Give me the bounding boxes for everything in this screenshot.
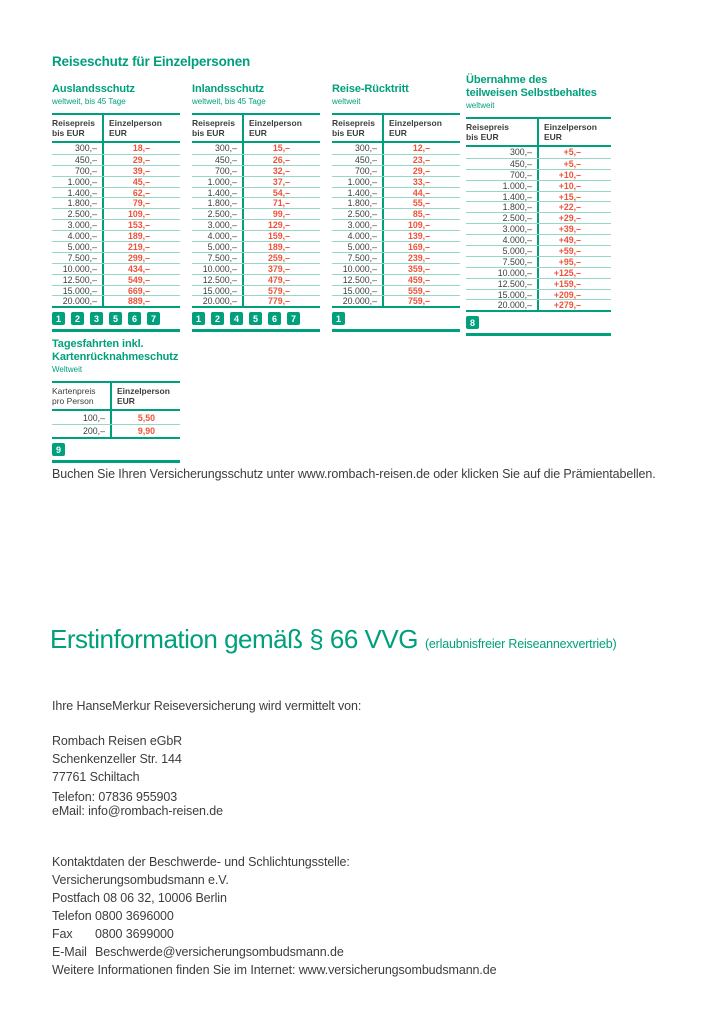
table-row xyxy=(466,223,611,234)
price-limit-cell: 1.000,– xyxy=(67,176,97,187)
table-row xyxy=(52,176,180,187)
ombudsman-email-line xyxy=(52,943,496,961)
table-row xyxy=(332,165,460,176)
premium-cell: 29,– xyxy=(102,155,180,165)
table-row xyxy=(192,154,320,165)
premium-cell: 159,– xyxy=(242,231,320,241)
price-limit-cell: 5.000,– xyxy=(207,241,237,252)
table-row xyxy=(332,285,460,296)
table-subtitle: weltweit xyxy=(332,97,361,106)
price-limit-cell: 700,– xyxy=(214,165,237,176)
price-table-auslandsschutz xyxy=(52,83,180,332)
premium-cell: 109,– xyxy=(382,220,460,230)
premium-cell: 889,– xyxy=(102,296,180,306)
col-header-line: Reisepreis xyxy=(332,118,375,128)
table-header-row xyxy=(52,383,180,411)
table-row xyxy=(192,165,320,176)
price-limit-cell: 450,– xyxy=(509,158,532,169)
premium-cell: 15,– xyxy=(242,143,320,154)
premium-cell: 23,– xyxy=(382,155,460,165)
premium-cell: +10,– xyxy=(537,181,611,191)
col-header-line: Einzelperson xyxy=(117,386,170,396)
table-title-line: Auslandsschutz xyxy=(52,83,135,95)
table-row xyxy=(192,197,320,208)
premium-cell: +5,– xyxy=(537,147,611,158)
footnote-badge: 7 xyxy=(287,312,300,325)
table-row xyxy=(192,176,320,187)
premium-cell: 189,– xyxy=(102,231,180,241)
premium-cell: 239,– xyxy=(382,253,460,263)
table-row xyxy=(466,212,611,223)
table-row xyxy=(192,187,320,198)
table-row xyxy=(332,208,460,219)
footnote-badges xyxy=(332,308,460,332)
table-row xyxy=(466,191,611,202)
footnote-badges xyxy=(52,308,180,332)
footnote-badge: 5 xyxy=(249,312,262,325)
premium-cell: 379,– xyxy=(242,264,320,274)
table-row xyxy=(52,252,180,263)
premium-cell: 109,– xyxy=(102,209,180,219)
premium-cell: 669,– xyxy=(102,286,180,296)
price-limit-cell: 10.000,– xyxy=(202,263,237,274)
table-title-line: Kartenrücknahmeschutz xyxy=(52,351,179,363)
footnote-badge: 4 xyxy=(230,312,243,325)
col-header-line: EUR xyxy=(544,132,562,142)
price-limit-cell: 3.000,– xyxy=(347,220,377,231)
col-header-line: EUR xyxy=(249,128,267,138)
table-row xyxy=(466,169,611,180)
erstinformation-heading-main: Erstinformation gemäß § 66 VVG xyxy=(50,624,418,654)
footnote-badge: 1 xyxy=(332,312,345,325)
premium-cell: 549,– xyxy=(102,275,180,285)
booking-note: Buchen Sie Ihren Versicherungsschutz unter www.rombach-reisen.de oder klicken Sie auf die Prämientabellen. xyxy=(52,467,656,481)
footnote-badge: 3 xyxy=(90,312,103,325)
footnote-badge: 2 xyxy=(211,312,224,325)
intermediary-name: Rombach Reisen eGbR xyxy=(52,734,183,748)
price-limit-cell: 1.400,– xyxy=(207,187,237,198)
price-limit-cell: 3.000,– xyxy=(67,220,97,231)
price-limit-cell: 100,– xyxy=(82,412,105,423)
premium-cell: 32,– xyxy=(242,166,320,176)
table-row xyxy=(332,143,460,154)
price-limit-cell: 700,– xyxy=(354,165,377,176)
table-row xyxy=(52,263,180,274)
price-limit-cell: 300,– xyxy=(74,143,97,154)
col-header-person xyxy=(110,383,180,409)
ombudsman-phone-line xyxy=(52,907,496,925)
intermediary-email: eMail: info@rombach-reisen.de xyxy=(52,804,223,818)
table-row xyxy=(332,176,460,187)
table-row xyxy=(52,154,180,165)
phone-value: 0800 3696000 xyxy=(95,909,174,923)
price-limit-cell: 700,– xyxy=(74,165,97,176)
table-row xyxy=(332,187,460,198)
table-row xyxy=(466,278,611,289)
premium-cell: 129,– xyxy=(242,220,320,230)
price-limit-cell: 7.500,– xyxy=(347,252,377,263)
table-title xyxy=(52,338,212,364)
price-limit-cell: 10.000,– xyxy=(342,263,377,274)
price-limit-cell: 4.000,– xyxy=(67,231,97,242)
premium-cell: 359,– xyxy=(382,264,460,274)
premium-cell: 71,– xyxy=(242,198,320,208)
ombudsman-fax-line xyxy=(52,925,496,943)
table-row xyxy=(52,197,180,208)
table-row xyxy=(192,274,320,285)
price-grid xyxy=(52,381,180,439)
ombudsman-title: Kontaktdaten der Beschwerde- und Schlichtungsstelle: xyxy=(52,855,350,869)
col-header-line: Reisepreis xyxy=(52,118,95,128)
price-limit-cell: 450,– xyxy=(214,154,237,165)
col-header-line: Reisepreis xyxy=(192,118,235,128)
price-limit-cell: 450,– xyxy=(354,154,377,165)
table-row xyxy=(332,252,460,263)
footnote-badges xyxy=(192,308,320,332)
table-row xyxy=(466,256,611,267)
table-subtitle: weltweit xyxy=(466,101,495,110)
price-limit-cell: 300,– xyxy=(354,143,377,154)
premium-cell: +29,– xyxy=(537,213,611,223)
table-row xyxy=(466,267,611,278)
premium-cell: +22,– xyxy=(537,202,611,212)
price-grid xyxy=(466,117,611,312)
price-limit-cell: 5.000,– xyxy=(67,241,97,252)
premium-cell: 99,– xyxy=(242,209,320,219)
price-limit-cell: 1.400,– xyxy=(67,187,97,198)
premium-cell: 189,– xyxy=(242,242,320,252)
price-limit-cell: 4.000,– xyxy=(502,235,532,246)
premium-cell: +39,– xyxy=(537,224,611,234)
col-header-line: EUR xyxy=(389,128,407,138)
premium-cell: +159,– xyxy=(537,279,611,289)
price-limit-cell: 1.400,– xyxy=(347,187,377,198)
price-limit-cell: 2.500,– xyxy=(67,209,97,220)
footnote-badges xyxy=(466,312,611,336)
table-row xyxy=(466,201,611,212)
premium-cell: +10,– xyxy=(537,170,611,180)
table-header-row xyxy=(52,115,180,143)
premium-cell: 18,– xyxy=(102,143,180,154)
price-table-inlandsschutz xyxy=(192,83,320,332)
price-limit-cell: 1.800,– xyxy=(347,198,377,209)
price-limit-cell: 1.000,– xyxy=(347,176,377,187)
col-header-line: bis EUR xyxy=(332,128,365,138)
table-row xyxy=(52,285,180,296)
table-title-line: Tagesfahrten inkl. xyxy=(52,338,144,350)
erstinformation-heading xyxy=(50,622,616,656)
price-limit-cell: 12.500,– xyxy=(62,274,97,285)
table-row xyxy=(332,219,460,230)
price-limit-cell: 4.000,– xyxy=(207,231,237,242)
price-limit-cell: 1.000,– xyxy=(502,180,532,191)
table-row xyxy=(192,230,320,241)
premium-cell: 259,– xyxy=(242,253,320,263)
col-header-price-limit xyxy=(466,119,537,145)
table-row xyxy=(332,295,460,306)
premium-cell: 79,– xyxy=(102,198,180,208)
footnote-badge: 2 xyxy=(71,312,84,325)
price-limit-cell: 5.000,– xyxy=(347,241,377,252)
premium-cell: +5,– xyxy=(537,159,611,169)
table-title xyxy=(52,83,212,96)
premium-cell: 85,– xyxy=(382,209,460,219)
fax-value: 0800 3699000 xyxy=(95,927,174,941)
price-limit-cell: 7.500,– xyxy=(502,256,532,267)
price-limit-cell: 2.500,– xyxy=(347,209,377,220)
price-limit-cell: 15.000,– xyxy=(202,285,237,296)
premium-cell: +279,– xyxy=(537,300,611,310)
premium-cell: +49,– xyxy=(537,235,611,245)
premium-cell: 33,– xyxy=(382,177,460,187)
col-header-price-limit xyxy=(192,115,242,141)
ombudsman-more-info: Weitere Informationen finden Sie im Internet: www.versicherungsombudsmann.de xyxy=(52,963,497,977)
email-label: E-Mail xyxy=(52,945,87,959)
col-header-price-limit xyxy=(52,383,110,409)
table-row xyxy=(52,295,180,306)
col-header-line: Reisepreis xyxy=(466,122,509,132)
table-row xyxy=(192,241,320,252)
price-grid xyxy=(332,113,460,308)
footnote-badge: 8 xyxy=(466,316,479,329)
price-limit-cell: 1.800,– xyxy=(207,198,237,209)
table-row xyxy=(332,230,460,241)
premium-cell: +209,– xyxy=(537,290,611,300)
col-header-line: EUR xyxy=(117,396,135,406)
table-row xyxy=(192,208,320,219)
table-heading xyxy=(52,83,212,113)
table-title xyxy=(466,74,626,100)
col-header-line: Einzelperson xyxy=(249,118,302,128)
price-limit-cell: 7.500,– xyxy=(207,252,237,263)
premium-cell: 45,– xyxy=(102,177,180,187)
price-limit-cell: 7.500,– xyxy=(67,252,97,263)
table-row xyxy=(52,411,180,424)
price-limit-cell: 5.000,– xyxy=(502,245,532,256)
table-subtitle: weltweit, bis 45 Tage xyxy=(192,97,266,106)
table-heading xyxy=(466,74,626,117)
premium-cell: 37,– xyxy=(242,177,320,187)
price-limit-cell: 450,– xyxy=(74,154,97,165)
table-heading xyxy=(52,338,212,381)
footnote-badge: 1 xyxy=(52,312,65,325)
table-row xyxy=(52,219,180,230)
col-header-line: Einzelperson xyxy=(109,118,162,128)
ombudsman-block xyxy=(52,853,496,979)
premium-cell: 62,– xyxy=(102,188,180,198)
premium-cell: 26,– xyxy=(242,155,320,165)
table-subtitle: weltweit, bis 45 Tage xyxy=(52,97,126,106)
table-row xyxy=(332,274,460,285)
premium-cell: +95,– xyxy=(537,257,611,267)
table-row xyxy=(466,289,611,300)
page-title: Reiseschutz für Einzelpersonen xyxy=(52,54,251,69)
premium-cell: 153,– xyxy=(102,220,180,230)
table-row xyxy=(466,180,611,191)
ombudsman-address: Postfach 08 06 32, 10006 Berlin xyxy=(52,891,227,905)
table-row xyxy=(192,252,320,263)
premium-cell: 459,– xyxy=(382,275,460,285)
table-row xyxy=(466,158,611,169)
table-row xyxy=(52,143,180,154)
premium-cell: 779,– xyxy=(242,296,320,306)
footnote-badges xyxy=(52,439,180,463)
premium-cell: 39,– xyxy=(102,166,180,176)
price-limit-cell: 1.800,– xyxy=(502,202,532,213)
price-limit-cell: 700,– xyxy=(509,169,532,180)
col-header-line: Einzelperson xyxy=(544,122,597,132)
premium-cell: 169,– xyxy=(382,242,460,252)
price-grid xyxy=(52,113,180,308)
fax-label: Fax xyxy=(52,927,73,941)
price-limit-cell: 200,– xyxy=(82,426,105,436)
table-row xyxy=(466,245,611,256)
table-title xyxy=(192,83,352,96)
table-header-row xyxy=(332,115,460,143)
col-header-line: bis EUR xyxy=(52,128,85,138)
premium-cell: 139,– xyxy=(382,231,460,241)
col-header-person xyxy=(242,115,320,141)
table-row xyxy=(52,208,180,219)
price-limit-cell: 15.000,– xyxy=(342,285,377,296)
premium-cell: 759,– xyxy=(382,296,460,306)
price-limit-cell: 300,– xyxy=(214,143,237,154)
table-row xyxy=(52,230,180,241)
intermediary-contact xyxy=(52,790,223,818)
price-limit-cell: 1.400,– xyxy=(502,191,532,202)
price-grid xyxy=(192,113,320,308)
col-header-price-limit xyxy=(52,115,102,141)
price-table-selbstbehalt xyxy=(466,74,611,336)
premium-cell: +59,– xyxy=(537,246,611,256)
table-row xyxy=(52,274,180,285)
intermediary-city: 77761 Schiltach xyxy=(52,770,140,784)
price-limit-cell: 2.500,– xyxy=(502,213,532,224)
table-row xyxy=(466,234,611,245)
premium-cell: 299,– xyxy=(102,253,180,263)
table-row xyxy=(192,219,320,230)
price-limit-cell: 12.500,– xyxy=(342,274,377,285)
price-limit-cell: 10.000,– xyxy=(62,263,97,274)
price-limit-cell: 10.000,– xyxy=(497,267,532,278)
premium-cell: 5,50 xyxy=(110,411,180,424)
footnote-badge: 6 xyxy=(268,312,281,325)
premium-cell: +125,– xyxy=(537,268,611,278)
col-header-line: EUR xyxy=(109,128,127,138)
email-value: Beschwerde@versicherungsombudsmann.de xyxy=(95,945,344,959)
intermediary-address xyxy=(52,732,182,786)
table-row xyxy=(52,424,180,437)
table-header-row xyxy=(192,115,320,143)
footnote-badge: 9 xyxy=(52,443,65,456)
ombudsman-name: Versicherungsombudsmann e.V. xyxy=(52,873,229,887)
price-limit-cell: 4.000,– xyxy=(347,231,377,242)
intermediary-intro: Ihre HanseMerkur Reiseversicherung wird vermittelt von: xyxy=(52,699,362,713)
premium-cell: 479,– xyxy=(242,275,320,285)
premium-cell: 9,90 xyxy=(110,425,180,437)
phone-label: Telefon xyxy=(52,909,92,923)
premium-cell: 44,– xyxy=(382,188,460,198)
price-limit-cell: 3.000,– xyxy=(502,224,532,235)
col-header-person xyxy=(382,115,460,141)
footnote-badge: 6 xyxy=(128,312,141,325)
premium-cell: 55,– xyxy=(382,198,460,208)
col-header-line: Einzelperson xyxy=(389,118,442,128)
table-row xyxy=(192,295,320,306)
col-header-line: bis EUR xyxy=(466,132,499,142)
table-row xyxy=(332,197,460,208)
price-table-reise-ruecktritt xyxy=(332,83,460,332)
footnote-badge: 7 xyxy=(147,312,160,325)
premium-cell: 219,– xyxy=(102,242,180,252)
price-limit-cell: 1.000,– xyxy=(207,176,237,187)
footnote-badge: 1 xyxy=(192,312,205,325)
table-row xyxy=(466,299,611,310)
table-row xyxy=(192,263,320,274)
intermediary-street: Schenkenzeller Str. 144 xyxy=(52,752,182,766)
table-subtitle: Weltweit xyxy=(52,365,83,374)
table-row xyxy=(52,187,180,198)
price-limit-cell: 15.000,– xyxy=(62,285,97,296)
price-limit-cell: 20.000,– xyxy=(202,296,237,307)
col-header-person xyxy=(102,115,180,141)
table-title-line: Übernahme des xyxy=(466,74,548,86)
table-row xyxy=(192,143,320,154)
col-header-line: pro Person xyxy=(52,396,94,406)
table-row xyxy=(52,241,180,252)
erstinformation-heading-suffix: (erlaubnisfreier Reiseannexvertrieb) xyxy=(424,637,617,651)
col-header-price-limit xyxy=(332,115,382,141)
premium-cell: 579,– xyxy=(242,286,320,296)
price-limit-cell: 12.500,– xyxy=(497,278,532,289)
price-table-tagesfahrten xyxy=(52,338,180,463)
price-limit-cell: 300,– xyxy=(509,147,532,158)
intermediary-phone: Telefon: 07836 955903 xyxy=(52,790,178,804)
price-limit-cell: 20.000,– xyxy=(497,300,532,311)
col-header-line: Kartenpreis xyxy=(52,386,96,396)
table-row xyxy=(332,263,460,274)
premium-cell: 12,– xyxy=(382,143,460,154)
price-limit-cell: 15.000,– xyxy=(497,289,532,300)
premium-cell: +15,– xyxy=(537,192,611,202)
col-header-line: bis EUR xyxy=(192,128,225,138)
table-header-row xyxy=(466,119,611,147)
premium-cell: 434,– xyxy=(102,264,180,274)
table-title-line: Inlandsschutz xyxy=(192,83,265,95)
price-limit-cell: 1.800,– xyxy=(67,198,97,209)
price-limit-cell: 12.500,– xyxy=(202,274,237,285)
price-limit-cell: 20.000,– xyxy=(62,296,97,307)
table-row xyxy=(466,147,611,158)
premium-cell: 54,– xyxy=(242,188,320,198)
col-header-person xyxy=(537,119,611,145)
price-limit-cell: 3.000,– xyxy=(207,220,237,231)
price-limit-cell: 2.500,– xyxy=(207,209,237,220)
table-title-line: teilweisen Selbstbehaltes xyxy=(466,87,597,99)
table-row xyxy=(332,241,460,252)
table-row xyxy=(192,285,320,296)
footnote-badge: 5 xyxy=(109,312,122,325)
table-row xyxy=(52,165,180,176)
table-heading xyxy=(192,83,352,113)
price-limit-cell: 20.000,– xyxy=(342,296,377,307)
premium-cell: 29,– xyxy=(382,166,460,176)
premium-cell: 559,– xyxy=(382,286,460,296)
table-title-line: Reise-Rücktritt xyxy=(332,83,409,95)
table-row xyxy=(332,154,460,165)
